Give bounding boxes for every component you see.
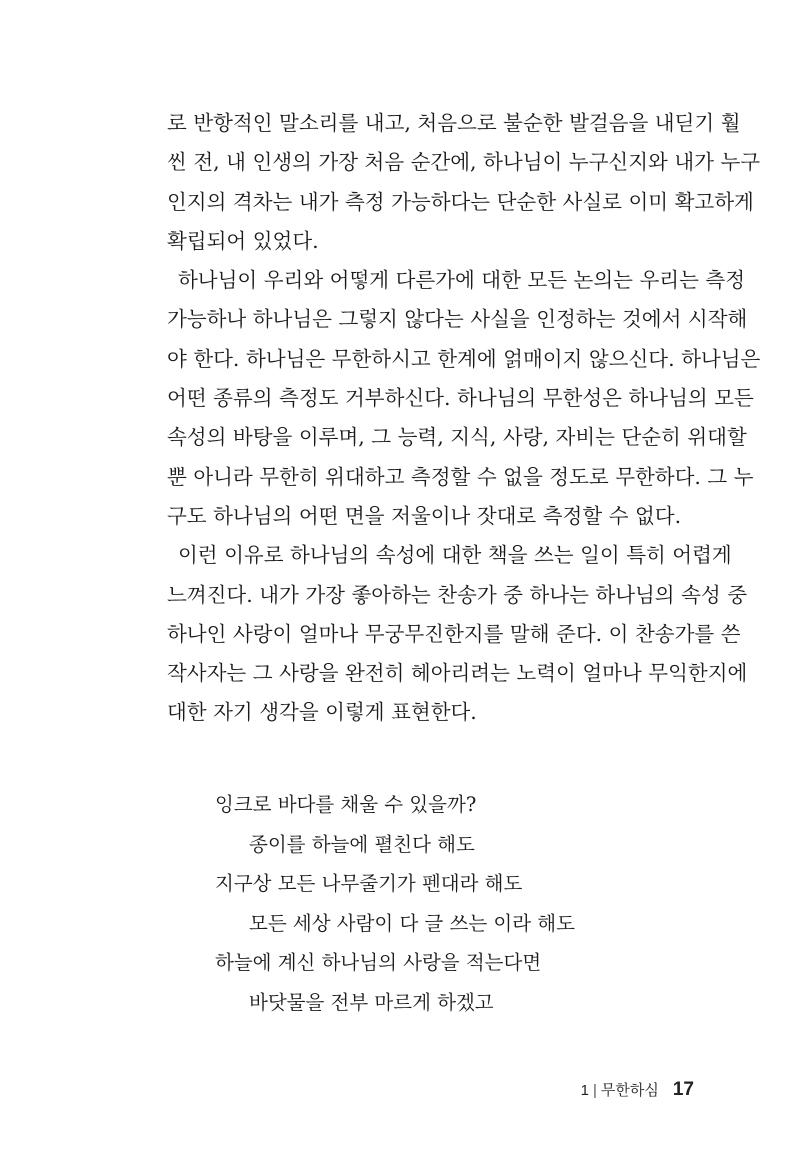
body-line: 로 반항적인 말소리를 내고, 처음으로 불순한 발걸음을 내딛기 훨 <box>167 111 741 135</box>
body-line: 확립되어 있었다. <box>167 228 319 253</box>
body-line: 어떤 종류의 측정도 거부하신다. 하나님의 무한성은 하나님의 모든 <box>167 386 754 411</box>
poem-line: 잉크로 바다를 채울 수 있을까? <box>215 793 477 816</box>
body-line: 대한 자기 생각을 이렇게 표현한다. <box>167 700 477 725</box>
body-line: 씬 전, 내 인생의 가장 처음 순간에, 하나님이 누구신지와 내가 누구 <box>167 150 761 175</box>
poem-line-indented: 바닷물을 전부 마르게 하겠고 <box>249 990 494 1014</box>
body-line: 가능하나 하나님은 그렇지 않다는 사실을 인정하는 것에서 시작해 <box>167 307 748 332</box>
paragraph-start-line: 이런 이유로 하나님의 속성에 대한 책을 쓰는 일이 특히 어렵게 <box>178 543 732 568</box>
poem-line-indented: 모든 세상 사람이 다 글 쓰는 이라 해도 <box>249 911 575 935</box>
body-text <box>167 104 761 733</box>
paragraph-start-line: 하나님이 우리와 어떻게 다른가에 대한 모든 논의는 우리는 측정 <box>178 268 746 293</box>
page-number: 17 <box>672 1079 694 1100</box>
footer-separator: | <box>592 1082 597 1099</box>
body-line: 인지의 격차는 내가 측정 가능하다는 단순한 사실로 이미 확고하게 <box>167 189 754 214</box>
body-line: 뿐 아니라 무한히 위대하고 측정할 수 없을 정도로 무한하다. 그 누 <box>167 464 754 489</box>
hymn-quote <box>215 785 655 1022</box>
body-line: 야 한다. 하나님은 무한하시고 한계에 얽매이지 않으신다. 하나님은 <box>167 346 761 371</box>
page-footer <box>581 1075 694 1105</box>
chapter-title: 무한하심 <box>600 1082 659 1099</box>
body-line: 하나인 사랑이 얼마나 무궁무진한지를 말해 준다. 이 찬송가를 쓴 <box>167 621 741 646</box>
body-line: 느껴진다. 내가 가장 좋아하는 찬송가 중 하나는 하나님의 속성 중 <box>167 582 748 607</box>
body-line: 구도 하나님의 어떤 면을 저울이나 잣대로 측정할 수 없다. <box>167 503 682 528</box>
poem-line: 하늘에 계신 하나님의 사랑을 적는다면 <box>215 951 542 974</box>
body-line: 작사자는 그 사랑을 완전히 헤아리려는 노력이 얼마나 무익한지에 <box>167 661 748 686</box>
poem-line-indented: 종이를 하늘에 펼친다 해도 <box>249 832 475 856</box>
body-line: 속성의 바탕을 이루며, 그 능력, 지식, 사랑, 자비는 단순히 위대할 <box>167 425 747 450</box>
chapter-number: 1 <box>580 1082 589 1099</box>
poem-line: 지구상 모든 나무줄기가 펜대라 해도 <box>215 872 523 895</box>
